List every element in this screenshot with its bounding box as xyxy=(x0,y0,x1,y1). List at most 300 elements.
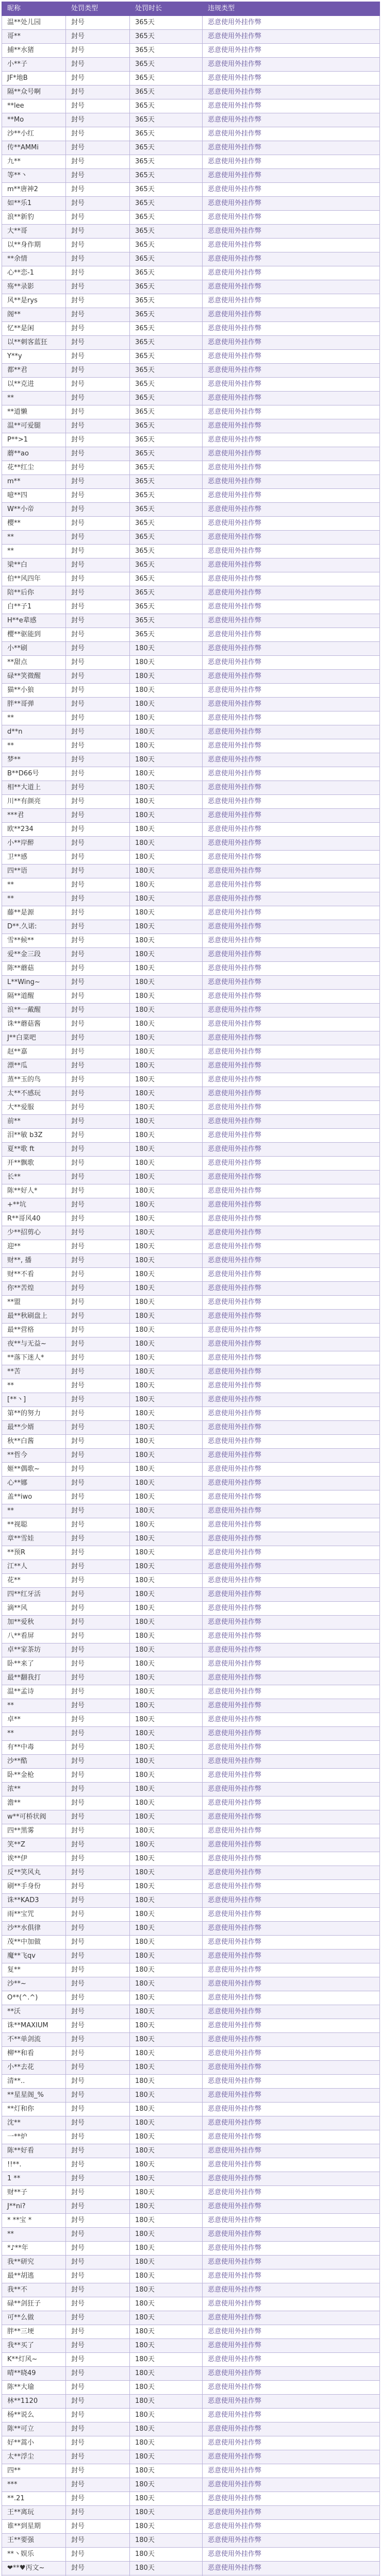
cell-penalty-type: 封号 xyxy=(66,1018,130,1031)
cell-violation-type: 恶意使用外挂作弊 xyxy=(203,2409,380,2422)
cell-nickname: 我**不 xyxy=(2,2283,66,2297)
table-row xyxy=(2,16,380,30)
cell-penalty-type: 封号 xyxy=(66,1379,130,1393)
table-row xyxy=(2,294,380,308)
cell-penalty-duration: 365天 xyxy=(130,197,203,211)
table-row xyxy=(2,2089,380,2103)
cell-nickname: 爱**金三段 xyxy=(2,948,66,962)
table-row xyxy=(2,698,380,711)
table-row xyxy=(2,1435,380,1449)
cell-penalty-duration: 365天 xyxy=(130,489,203,503)
cell-nickname: 花**红尘 xyxy=(2,461,66,475)
cell-nickname: 猫**小狼 xyxy=(2,684,66,698)
cell-penalty-type: 封号 xyxy=(66,252,130,266)
cell-violation-type: 恶意使用外挂作弊 xyxy=(203,2478,380,2492)
table-row xyxy=(2,113,380,127)
cell-violation-type: 恶意使用外挂作弊 xyxy=(203,1880,380,1894)
cell-nickname: 最**胡逃 xyxy=(2,2269,66,2283)
cell-violation-type: 恶意使用外挂作弊 xyxy=(203,2130,380,2144)
cell-penalty-type: 封号 xyxy=(66,2269,130,2283)
cell-penalty-duration: 180天 xyxy=(130,1894,203,1908)
cell-penalty-duration: 180天 xyxy=(130,906,203,920)
cell-penalty-type: 封号 xyxy=(66,1268,130,1282)
cell-penalty-duration: 180天 xyxy=(130,892,203,906)
cell-penalty-duration: 180天 xyxy=(130,1031,203,1045)
cell-penalty-type: 封号 xyxy=(66,1755,130,1769)
cell-violation-type: 恶意使用外挂作弊 xyxy=(203,308,380,322)
cell-penalty-duration: 180天 xyxy=(130,1324,203,1337)
table-row xyxy=(2,1518,380,1532)
cell-violation-type: 恶意使用外挂作弊 xyxy=(203,350,380,364)
cell-nickname: **沃 xyxy=(2,2005,66,2019)
table-row xyxy=(2,823,380,837)
cell-violation-type: 恶意使用外挂作弊 xyxy=(203,1254,380,1268)
cell-nickname: ** xyxy=(2,878,66,892)
table-row xyxy=(2,600,380,614)
table-row xyxy=(2,558,380,572)
cell-nickname: 小**去花 xyxy=(2,2061,66,2075)
table-row xyxy=(2,2130,380,2144)
cell-penalty-type: 封号 xyxy=(66,2130,130,2144)
cell-violation-type: 恶意使用外挂作弊 xyxy=(203,1838,380,1852)
cell-nickname: 蒸**玉的鸟 xyxy=(2,1073,66,1087)
table-row xyxy=(2,753,380,767)
cell-nickname: ** xyxy=(2,1379,66,1393)
cell-violation-type: 恶意使用外挂作弊 xyxy=(203,948,380,962)
cell-penalty-duration: 180天 xyxy=(130,1852,203,1866)
cell-penalty-type: 封号 xyxy=(66,503,130,517)
table-row xyxy=(2,1004,380,1018)
table-row xyxy=(2,1171,380,1184)
cell-violation-type: 恶意使用外挂作弊 xyxy=(203,1393,380,1407)
cell-penalty-duration: 180天 xyxy=(130,656,203,670)
cell-violation-type: 恶意使用外挂作弊 xyxy=(203,44,380,58)
cell-violation-type: 恶意使用外挂作弊 xyxy=(203,670,380,684)
cell-nickname: 柳**和看 xyxy=(2,2047,66,2061)
cell-nickname: 隔**众号啊 xyxy=(2,86,66,99)
table-row xyxy=(2,1073,380,1087)
table-row xyxy=(2,1588,380,1602)
cell-penalty-duration: 180天 xyxy=(130,2033,203,2047)
table-row xyxy=(2,1254,380,1268)
cell-penalty-duration: 180天 xyxy=(130,795,203,809)
cell-penalty-duration: 180天 xyxy=(130,2172,203,2186)
cell-penalty-type: 封号 xyxy=(66,1546,130,1560)
cell-penalty-duration: 180天 xyxy=(130,1184,203,1198)
cell-nickname: 樱**驱能到 xyxy=(2,628,66,642)
table-row xyxy=(2,656,380,670)
cell-violation-type: 恶意使用外挂作弊 xyxy=(203,1449,380,1463)
table-row xyxy=(2,1198,380,1212)
cell-penalty-type: 封号 xyxy=(66,2548,130,2562)
cell-nickname: 沙**小红 xyxy=(2,127,66,141)
cell-penalty-duration: 180天 xyxy=(130,753,203,767)
cell-violation-type: 恶意使用外挂作弊 xyxy=(203,2242,380,2256)
cell-nickname: 捕**水猪 xyxy=(2,44,66,58)
table-row xyxy=(2,1087,380,1101)
cell-violation-type: 恶意使用外挂作弊 xyxy=(203,2214,380,2228)
cell-penalty-type: 封号 xyxy=(66,1421,130,1435)
cell-penalty-duration: 180天 xyxy=(130,1226,203,1240)
cell-violation-type: 恶意使用外挂作弊 xyxy=(203,1950,380,1963)
table-row xyxy=(2,837,380,851)
cell-nickname: ** xyxy=(2,892,66,906)
cell-penalty-duration: 365天 xyxy=(130,72,203,86)
table-row xyxy=(2,2548,380,2562)
cell-penalty-type: 封号 xyxy=(66,1977,130,1991)
cell-violation-type: 恶意使用外挂作弊 xyxy=(203,2089,380,2103)
cell-nickname: 清**.. xyxy=(2,2075,66,2089)
cell-penalty-type: 封号 xyxy=(66,1699,130,1713)
cell-nickname: * **宝 * xyxy=(2,2214,66,2228)
cell-violation-type: 恶意使用外挂作弊 xyxy=(203,642,380,656)
cell-penalty-type: 封号 xyxy=(66,1365,130,1379)
cell-penalty-type: 封号 xyxy=(66,2144,130,2158)
cell-nickname: 你**苦煌 xyxy=(2,1282,66,1296)
cell-penalty-type: 封号 xyxy=(66,2478,130,2492)
cell-nickname: 好**蒿小 xyxy=(2,2436,66,2450)
cell-violation-type: 恶意使用外挂作弊 xyxy=(203,531,380,545)
cell-violation-type: 恶意使用外挂作弊 xyxy=(203,1407,380,1421)
cell-penalty-duration: 365天 xyxy=(130,378,203,392)
cell-violation-type: 恶意使用外挂作弊 xyxy=(203,1894,380,1908)
table-row xyxy=(2,1866,380,1880)
cell-penalty-duration: 180天 xyxy=(130,1797,203,1810)
cell-violation-type: 恶意使用外挂作弊 xyxy=(203,280,380,294)
cell-violation-type: 恶意使用外挂作弊 xyxy=(203,225,380,239)
cell-violation-type: 恶意使用外挂作弊 xyxy=(203,1490,380,1504)
cell-penalty-duration: 180天 xyxy=(130,1087,203,1101)
table-row xyxy=(2,2534,380,2548)
cell-penalty-type: 封号 xyxy=(66,211,130,225)
table-row xyxy=(2,1824,380,1838)
table-row xyxy=(2,2506,380,2520)
cell-penalty-duration: 180天 xyxy=(130,1435,203,1449)
table-row xyxy=(2,322,380,336)
cell-nickname: 诶**伊 xyxy=(2,1852,66,1866)
table-row xyxy=(2,1713,380,1727)
cell-penalty-type: 封号 xyxy=(66,475,130,489)
cell-nickname: **lee xyxy=(2,99,66,113)
cell-penalty-type: 封号 xyxy=(66,1616,130,1630)
cell-penalty-duration: 180天 xyxy=(130,920,203,934)
cell-violation-type: 恶意使用外挂作弊 xyxy=(203,1268,380,1282)
cell-penalty-duration: 180天 xyxy=(130,1671,203,1685)
table-row xyxy=(2,1296,380,1310)
cell-violation-type: 恶意使用外挂作弊 xyxy=(203,1421,380,1435)
table-row xyxy=(2,906,380,920)
table-row xyxy=(2,141,380,155)
cell-nickname: 姬**偶歌~ xyxy=(2,1463,66,1477)
cell-violation-type: 恶意使用外挂作弊 xyxy=(203,2005,380,2019)
cell-penalty-type: 封号 xyxy=(66,1254,130,1268)
cell-nickname: 滴**风 xyxy=(2,1602,66,1616)
cell-nickname: 有**中毒 xyxy=(2,1741,66,1755)
cell-violation-type: 恶意使用外挂作弊 xyxy=(203,30,380,44)
cell-penalty-duration: 180天 xyxy=(130,1310,203,1324)
cell-violation-type: 恶意使用外挂作弊 xyxy=(203,141,380,155)
table-row xyxy=(2,2478,380,2492)
cell-nickname: 加**爱秋 xyxy=(2,1616,66,1630)
table-row xyxy=(2,851,380,865)
cell-penalty-duration: 180天 xyxy=(130,1365,203,1379)
cell-violation-type: 恶意使用外挂作弊 xyxy=(203,1532,380,1546)
cell-violation-type: 恶意使用外挂作弊 xyxy=(203,837,380,851)
cell-violation-type: 恶意使用外挂作弊 xyxy=(203,1282,380,1296)
cell-penalty-type: 封号 xyxy=(66,30,130,44)
cell-violation-type: 恶意使用外挂作弊 xyxy=(203,600,380,614)
cell-penalty-type: 封号 xyxy=(66,2283,130,2297)
cell-penalty-type: 封号 xyxy=(66,586,130,600)
cell-violation-type: 恶意使用外挂作弊 xyxy=(203,1226,380,1240)
cell-violation-type: 恶意使用外挂作弊 xyxy=(203,1337,380,1351)
table-row xyxy=(2,572,380,586)
cell-penalty-type: 封号 xyxy=(66,767,130,781)
cell-nickname: **道懒 xyxy=(2,405,66,419)
cell-violation-type: 恶意使用外挂作弊 xyxy=(203,1435,380,1449)
cell-penalty-type: 封号 xyxy=(66,1143,130,1157)
cell-violation-type: 恶意使用外挂作弊 xyxy=(203,1963,380,1977)
cell-nickname: 浓** xyxy=(2,1783,66,1797)
cell-penalty-type: 封号 xyxy=(66,2450,130,2464)
cell-penalty-duration: 180天 xyxy=(130,1630,203,1643)
cell-penalty-duration: 365天 xyxy=(130,475,203,489)
table-row xyxy=(2,990,380,1004)
cell-violation-type: 恶意使用外挂作弊 xyxy=(203,1184,380,1198)
cell-violation-type: 恶意使用外挂作弊 xyxy=(203,239,380,252)
cell-violation-type: 恶意使用外挂作弊 xyxy=(203,1045,380,1059)
table-row xyxy=(2,809,380,823)
cell-nickname: 大**哥 xyxy=(2,225,66,239)
table-row xyxy=(2,1560,380,1574)
table-row xyxy=(2,1574,380,1588)
cell-penalty-duration: 180天 xyxy=(130,1282,203,1296)
cell-penalty-duration: 365天 xyxy=(130,364,203,378)
cell-penalty-duration: 180天 xyxy=(130,837,203,851)
cell-violation-type: 恶意使用外挂作弊 xyxy=(203,892,380,906)
cell-nickname: ** xyxy=(2,1699,66,1713)
cell-nickname: 沙**水俱律 xyxy=(2,1922,66,1936)
table-row xyxy=(2,1699,380,1713)
cell-violation-type: 恶意使用外挂作弊 xyxy=(203,1296,380,1310)
cell-penalty-duration: 180天 xyxy=(130,1824,203,1838)
cell-nickname: 忆**是闲 xyxy=(2,322,66,336)
cell-penalty-type: 封号 xyxy=(66,336,130,350)
cell-violation-type: 恶意使用外挂作弊 xyxy=(203,2200,380,2214)
cell-penalty-duration: 365天 xyxy=(130,531,203,545)
cell-penalty-type: 封号 xyxy=(66,266,130,280)
cell-penalty-duration: 180天 xyxy=(130,1977,203,1991)
cell-violation-type: 恶意使用外挂作弊 xyxy=(203,809,380,823)
cell-penalty-type: 封号 xyxy=(66,1198,130,1212)
cell-violation-type: 恶意使用外挂作弊 xyxy=(203,517,380,531)
cell-penalty-duration: 180天 xyxy=(130,1268,203,1282)
cell-nickname: J**白菜吧 xyxy=(2,1031,66,1045)
cell-violation-type: 恶意使用外挂作弊 xyxy=(203,364,380,378)
table-row xyxy=(2,642,380,656)
table-row xyxy=(2,1031,380,1045)
cell-penalty-type: 封号 xyxy=(66,976,130,990)
cell-penalty-type: 封号 xyxy=(66,1240,130,1254)
cell-violation-type: 恶意使用外挂作弊 xyxy=(203,2464,380,2478)
cell-nickname: *♪**年 xyxy=(2,2242,66,2256)
table-row xyxy=(2,711,380,725)
cell-penalty-duration: 180天 xyxy=(130,1991,203,2005)
cell-violation-type: 恶意使用外挂作弊 xyxy=(203,628,380,642)
cell-violation-type: 恶意使用外挂作弊 xyxy=(203,2019,380,2033)
cell-violation-type: 恶意使用外挂作弊 xyxy=(203,2548,380,2562)
cell-violation-type: 恶意使用外挂作弊 xyxy=(203,1741,380,1755)
cell-nickname: 夜**与无益~ xyxy=(2,1337,66,1351)
cell-penalty-type: 封号 xyxy=(66,2492,130,2506)
cell-nickname: 碌**剑狂子 xyxy=(2,2297,66,2311)
cell-penalty-duration: 180天 xyxy=(130,1004,203,1018)
table-row xyxy=(2,2103,380,2116)
table-row xyxy=(2,2436,380,2450)
cell-nickname: **甜点 xyxy=(2,656,66,670)
table-row xyxy=(2,1546,380,1560)
cell-violation-type: 恶意使用外挂作弊 xyxy=(203,1351,380,1365)
cell-penalty-duration: 180天 xyxy=(130,1727,203,1741)
cell-penalty-type: 封号 xyxy=(66,1393,130,1407)
cell-penalty-duration: 180天 xyxy=(130,2464,203,2478)
cell-violation-type: 恶意使用外挂作弊 xyxy=(203,865,380,878)
cell-penalty-duration: 180天 xyxy=(130,1783,203,1797)
cell-penalty-type: 封号 xyxy=(66,2436,130,2450)
cell-penalty-duration: 180天 xyxy=(130,2130,203,2144)
table-row xyxy=(2,392,380,405)
table-row xyxy=(2,2256,380,2269)
cell-penalty-duration: 180天 xyxy=(130,2242,203,2256)
cell-penalty-duration: 365天 xyxy=(130,433,203,447)
cell-nickname: 八**看屏 xyxy=(2,1630,66,1643)
table-row xyxy=(2,1240,380,1254)
cell-penalty-duration: 180天 xyxy=(130,2200,203,2214)
cell-nickname: **.21 xyxy=(2,2492,66,2506)
cell-penalty-duration: 180天 xyxy=(130,1073,203,1087)
cell-penalty-type: 封号 xyxy=(66,1741,130,1755)
cell-nickname: 花** xyxy=(2,1574,66,1588)
cell-violation-type: 恶意使用外挂作弊 xyxy=(203,447,380,461)
cell-violation-type: 恶意使用外挂作弊 xyxy=(203,1463,380,1477)
cell-penalty-type: 封号 xyxy=(66,2005,130,2019)
cell-penalty-type: 封号 xyxy=(66,58,130,72)
table-row xyxy=(2,1671,380,1685)
cell-penalty-duration: 180天 xyxy=(130,2367,203,2381)
cell-penalty-type: 封号 xyxy=(66,2297,130,2311)
cell-penalty-type: 封号 xyxy=(66,2311,130,2325)
cell-nickname: **星星阁_% xyxy=(2,2089,66,2103)
cell-nickname: J**ni? xyxy=(2,2200,66,2214)
cell-penalty-duration: 180天 xyxy=(130,2311,203,2325)
cell-nickname: 卓** xyxy=(2,1713,66,1727)
cell-penalty-type: 封号 xyxy=(66,1560,130,1574)
cell-nickname: m**唐神2 xyxy=(2,183,66,197)
cell-penalty-type: 封号 xyxy=(66,2353,130,2367)
cell-penalty-type: 封号 xyxy=(66,851,130,865)
cell-penalty-type: 封号 xyxy=(66,433,130,447)
cell-penalty-duration: 180天 xyxy=(130,1171,203,1184)
cell-penalty-type: 封号 xyxy=(66,350,130,364)
table-row xyxy=(2,1602,380,1616)
cell-nickname: 九** xyxy=(2,155,66,169)
cell-penalty-type: 封号 xyxy=(66,1922,130,1936)
table-row xyxy=(2,1950,380,1963)
table-row xyxy=(2,2228,380,2242)
cell-penalty-type: 封号 xyxy=(66,1087,130,1101)
cell-nickname: W**小帝 xyxy=(2,503,66,517)
cell-nickname: 雪**候** xyxy=(2,934,66,948)
cell-penalty-type: 封号 xyxy=(66,670,130,684)
cell-penalty-duration: 365天 xyxy=(130,86,203,99)
cell-penalty-type: 封号 xyxy=(66,962,130,976)
table-row xyxy=(2,1184,380,1198)
cell-nickname: 陈**好看 xyxy=(2,2144,66,2158)
cell-penalty-type: 封号 xyxy=(66,990,130,1004)
cell-violation-type: 恶意使用外挂作弊 xyxy=(203,1685,380,1699)
cell-penalty-type: 封号 xyxy=(66,2200,130,2214)
cell-penalty-duration: 180天 xyxy=(130,2506,203,2520)
header-row xyxy=(2,2,380,16)
cell-violation-type: 恶意使用外挂作弊 xyxy=(203,1797,380,1810)
table-row xyxy=(2,1797,380,1810)
cell-nickname: +**坑 xyxy=(2,1198,66,1212)
cell-nickname: 泪**敏 b3Z xyxy=(2,1129,66,1143)
table-row xyxy=(2,2311,380,2325)
table-row xyxy=(2,2339,380,2353)
cell-penalty-type: 封号 xyxy=(66,795,130,809)
cell-nickname: **Mo xyxy=(2,113,66,127)
cell-nickname: 财**, 播 xyxy=(2,1254,66,1268)
cell-violation-type: 恶意使用外挂作弊 xyxy=(203,1157,380,1171)
cell-nickname: 反**笑风丸 xyxy=(2,1866,66,1880)
cell-penalty-duration: 180天 xyxy=(130,1574,203,1588)
table-row xyxy=(2,2033,380,2047)
cell-violation-type: 恶意使用外挂作弊 xyxy=(203,795,380,809)
table-row xyxy=(2,1045,380,1059)
cell-nickname: 川**有颜亮 xyxy=(2,795,66,809)
cell-violation-type: 恶意使用外挂作弊 xyxy=(203,1518,380,1532)
cell-penalty-duration: 180天 xyxy=(130,851,203,865)
table-row xyxy=(2,1463,380,1477)
cell-penalty-type: 封号 xyxy=(66,878,130,892)
cell-violation-type: 恶意使用外挂作弊 xyxy=(203,475,380,489)
table-row xyxy=(2,1324,380,1337)
table-row xyxy=(2,684,380,698)
cell-penalty-duration: 365天 xyxy=(130,572,203,586)
table-row xyxy=(2,1769,380,1783)
cell-penalty-duration: 180天 xyxy=(130,823,203,837)
cell-penalty-duration: 180天 xyxy=(130,809,203,823)
table-row xyxy=(2,405,380,419)
cell-penalty-type: 封号 xyxy=(66,823,130,837)
cell-nickname: 财**不看 xyxy=(2,1268,66,1282)
header-penalty-type: 处罚类型 xyxy=(66,2,130,16)
cell-penalty-type: 封号 xyxy=(66,1212,130,1226)
cell-penalty-duration: 180天 xyxy=(130,2144,203,2158)
cell-nickname: 王**要强 xyxy=(2,2534,66,2548)
cell-penalty-duration: 180天 xyxy=(130,2089,203,2103)
cell-penalty-type: 封号 xyxy=(66,517,130,531)
cell-violation-type: 恶意使用外挂作弊 xyxy=(203,2269,380,2283)
table-row xyxy=(2,2353,380,2367)
table-row xyxy=(2,2409,380,2422)
cell-nickname: 如**乐1 xyxy=(2,197,66,211)
cell-penalty-duration: 180天 xyxy=(130,2339,203,2353)
cell-nickname: ***君 xyxy=(2,809,66,823)
cell-nickname: 谁**到星期 xyxy=(2,2520,66,2534)
cell-penalty-duration: 365天 xyxy=(130,44,203,58)
